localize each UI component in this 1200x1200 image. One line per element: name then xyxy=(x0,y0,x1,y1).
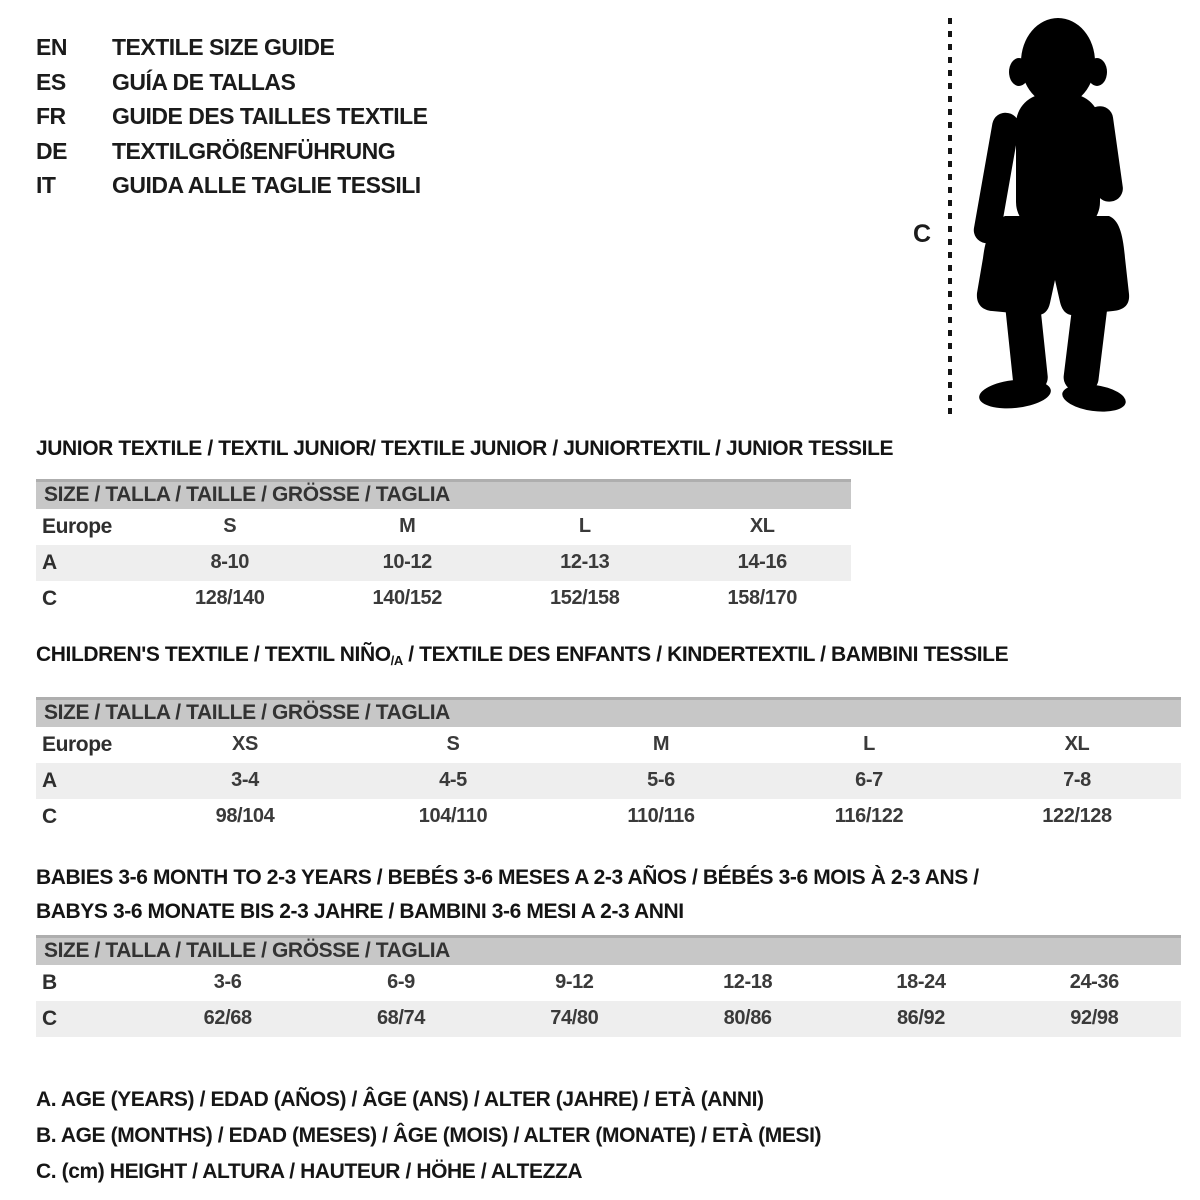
language-code: ES xyxy=(36,68,66,95)
section-babies-textile xyxy=(36,861,1182,1037)
table-cell: 12-18 xyxy=(723,971,773,994)
section-children-textile xyxy=(36,643,1182,835)
language-label: GUÍA DE TALLAS xyxy=(112,68,296,95)
table-cell: 3-4 xyxy=(231,769,259,792)
table-cell: 92/98 xyxy=(1070,1007,1119,1030)
toddler-silhouette-icon xyxy=(963,14,1140,416)
language-code: IT xyxy=(36,172,56,199)
row-label: C xyxy=(42,586,57,610)
language-label: GUIDA ALLE TAGLIE TESSILI xyxy=(112,172,421,199)
language-code: FR xyxy=(36,103,66,130)
table-row xyxy=(36,509,851,545)
language-label: TEXTILGRÖßENFÜHRUNG xyxy=(112,137,396,164)
row-label: C xyxy=(42,804,57,828)
babies-title-line2: BABYS 3-6 MONATE BIS 2-3 JAHRE / BAMBINI 3-6 MESI A 2-3 ANNI xyxy=(36,899,684,923)
table-cell: 140/152 xyxy=(372,587,442,610)
table-cell: M xyxy=(652,733,670,756)
row-label: A xyxy=(42,550,57,574)
table-cell: 14-16 xyxy=(737,551,787,574)
table-cell: 18-24 xyxy=(896,971,946,994)
size-header-bar: SIZE / TALLA / TAILLE / GRÖSSE / TAGLIA xyxy=(36,479,851,509)
table-cell: XS xyxy=(232,733,258,756)
table-cell: XL xyxy=(749,515,775,538)
legend-line-c: C. (cm) HEIGHT / ALTURA / HAUTEUR / HÖHE / ALTEZZA xyxy=(36,1159,583,1183)
table-cell: 12-13 xyxy=(560,551,610,574)
table-cell: 62/68 xyxy=(203,1007,252,1030)
legend-line-a: A. AGE (YEARS) / EDAD (AÑOS) / ÂGE (ANS) / ALTER (JAHRE) / ETÀ (ANNI) xyxy=(36,1087,764,1111)
size-header-bar: SIZE / TALLA / TAILLE / GRÖSSE / TAGLIA xyxy=(36,697,1181,727)
table-row xyxy=(36,545,851,581)
height-marker-line xyxy=(948,18,952,416)
language-code: EN xyxy=(36,34,67,60)
table-cell: 86/92 xyxy=(896,1007,945,1030)
legend-block xyxy=(36,1082,1182,1190)
size-header-bar: SIZE / TALLA / TAILLE / GRÖSSE / TAGLIA xyxy=(36,935,1181,965)
children-section-title: CHILDREN'S TEXTILE / TEXTIL $NIÑO_{/A}$ / TEXTILE DES ENFANTS / KINDERTEXTIL / BAMBINI TESSILE xyxy=(36,642,1009,668)
children-size-table xyxy=(36,697,1181,835)
table-cell: 74/80 xyxy=(550,1007,599,1030)
table-cell: 110/116 xyxy=(627,805,695,828)
table-row xyxy=(36,763,1181,799)
babies-section-title xyxy=(36,861,1182,929)
table-cell: 80/86 xyxy=(723,1007,772,1030)
table-cell: 8-10 xyxy=(210,551,249,574)
row-label: C xyxy=(42,1006,57,1030)
table-cell: 122/128 xyxy=(1042,805,1112,828)
babies-title-line1: BABIES 3-6 MONTH TO 2-3 YEARS / BEBÉS 3-6 MESES A 2-3 AÑOS / BÉBÉS 3-6 MOIS À 2-3 ANS / xyxy=(36,865,979,889)
table-cell: XL xyxy=(1064,733,1090,756)
row-label: B xyxy=(42,970,57,994)
table-cell: 68/74 xyxy=(376,1007,426,1030)
table-cell: 116/122 xyxy=(834,805,904,828)
table-cell: L xyxy=(863,733,875,756)
table-cell: M xyxy=(399,515,416,538)
table-cell: 6-9 xyxy=(387,971,415,994)
table-row xyxy=(36,965,1181,1001)
table-row xyxy=(36,727,1181,763)
height-marker-label: C xyxy=(913,220,931,248)
junior-size-table xyxy=(36,479,851,617)
table-cell: 24-36 xyxy=(1069,971,1119,994)
toddler-figure xyxy=(905,14,1155,424)
table-cell: 6-7 xyxy=(855,769,883,792)
table-cell: 98/104 xyxy=(215,805,275,828)
language-label: GUIDE DES TAILLES TEXTILE xyxy=(112,103,428,130)
table-cell: 3-6 xyxy=(213,971,242,994)
table-row xyxy=(36,1001,1181,1037)
table-cell: 128/140 xyxy=(195,587,265,610)
table-cell: 10-12 xyxy=(382,551,432,574)
row-label: Europe xyxy=(42,514,112,538)
table-cell: L xyxy=(578,515,591,538)
table-cell: S xyxy=(223,515,237,538)
children-title-subscript: /A xyxy=(390,652,403,668)
table-cell: 152/158 xyxy=(550,587,620,610)
row-label: Europe xyxy=(42,732,112,756)
table-cell: 9-12 xyxy=(555,971,594,994)
legend-line-b: B. AGE (MONTHS) / EDAD (MESES) / ÂGE (MOIS) / ALTER (MONATE) / ETÀ (MESI) xyxy=(36,1123,822,1147)
table-cell: 4-5 xyxy=(439,769,467,792)
language-code: DE xyxy=(36,137,67,164)
language-label: TEXTILE SIZE GUIDE xyxy=(112,34,335,60)
table-cell: 7-8 xyxy=(1063,769,1091,792)
table-row xyxy=(36,799,1181,835)
table-cell: S xyxy=(446,733,460,756)
junior-section-title: JUNIOR TEXTILE / TEXTIL JUNIOR/ TEXTILE JUNIOR / JUNIORTEXTIL / JUNIOR TESSILE xyxy=(36,436,894,460)
table-cell: 158/170 xyxy=(727,587,797,610)
section-junior-textile xyxy=(36,437,1182,617)
table-row xyxy=(36,581,851,617)
row-label: A xyxy=(42,768,57,792)
table-cell: 5-6 xyxy=(647,769,675,792)
table-cell: 104/110 xyxy=(418,805,488,828)
babies-size-table xyxy=(36,935,1181,1037)
